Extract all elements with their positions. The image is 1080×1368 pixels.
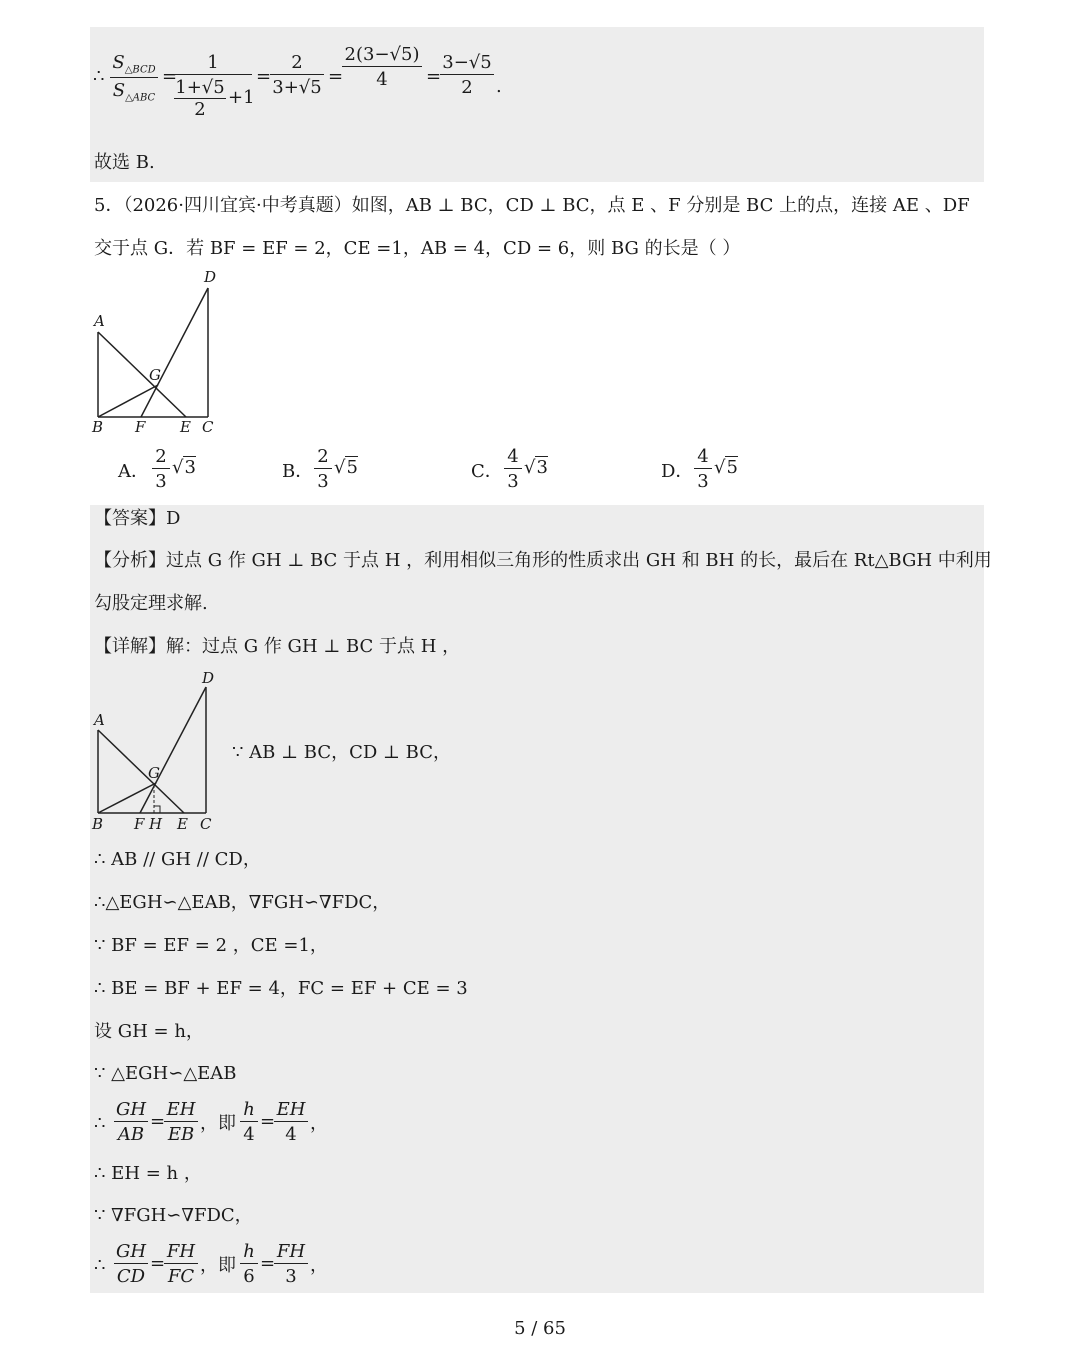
fraction-2: $\frac{2}{3+√5}$	[270, 52, 324, 98]
label-F: F	[134, 815, 145, 833]
label-A: A	[94, 312, 105, 330]
area-ratio: $S_{\triangle BCD}$ $S_{\triangle ABC}$	[110, 52, 158, 103]
step-similar: ∴△EGH∽△EAB，∇FGH∽∇FDC，	[94, 892, 391, 913]
label-A: A	[94, 711, 105, 729]
step-let: 设 GH = h，	[94, 1021, 204, 1042]
step-given: ∵ BF = EF = 2 ，CE =1，	[94, 935, 328, 956]
question-5-line-2: 交于点 G．若 BF = EF = 2，CE =1，AB = 4，CD = 6，则 BG 的长是（ ）	[94, 238, 741, 259]
therefore-symbol: ∴	[93, 66, 105, 87]
solution-figure	[88, 667, 228, 837]
step-because-similar-2: ∵ ∇FGH∽∇FDC，	[94, 1205, 253, 1226]
question-5-line-1: 5．（2026·四川宜宾·中考真题）如图，AB ⊥ BC，CD ⊥ BC，点 E 、F 分别是 BC 上的点，连接 AE 、DF	[94, 195, 970, 216]
label-D: D	[204, 268, 217, 286]
label-B: B	[92, 815, 104, 833]
label-B: B	[92, 418, 104, 436]
fraction-3: $\frac{2(3-√5)}{4}$	[342, 44, 422, 90]
label-E: E	[177, 815, 188, 833]
label-F: F	[135, 418, 146, 436]
page-number: 5 / 65	[514, 1318, 566, 1339]
step-lengths: ∴ BE = BF + EF = 4，FC = EF + CE = 3	[94, 978, 468, 999]
label-G: G	[148, 764, 160, 782]
step-eh-equals-h: ∴ EH = h ，	[94, 1163, 202, 1184]
fraction-4: $\frac{3-√5}{2}$	[440, 52, 494, 98]
label-D: D	[202, 669, 215, 687]
label-C: C	[200, 815, 212, 833]
answer-line: 【答案】D	[94, 508, 181, 529]
detail-line: 【详解】解：过点 G 作 GH ⊥ BC 于点 H ，	[94, 636, 461, 657]
step-parallel: ∴ AB // GH // CD，	[94, 849, 261, 870]
label-E: E	[180, 418, 191, 436]
because-perpendicular: ∵ AB ⊥ BC，CD ⊥ BC，	[232, 742, 452, 763]
choose-answer: 故选 B.	[94, 152, 155, 173]
fraction-1: 1 $\frac{1+√5}{2}$ +1	[175, 52, 255, 120]
step-because-similar-1: ∵ △EGH∽△EAB	[94, 1063, 237, 1084]
question-figure	[88, 266, 228, 438]
analysis-line-2: 勾股定理求解.	[94, 593, 208, 614]
label-G: G	[149, 366, 161, 384]
analysis-line-1: 【分析】过点 G 作 GH ⊥ BC 于点 H ，利用相似三角形的性质求出 GH 和 BH 的长，最后在 Rt△BGH 中利用	[94, 550, 992, 571]
label-C: C	[202, 418, 214, 436]
label-H: H	[149, 815, 163, 833]
